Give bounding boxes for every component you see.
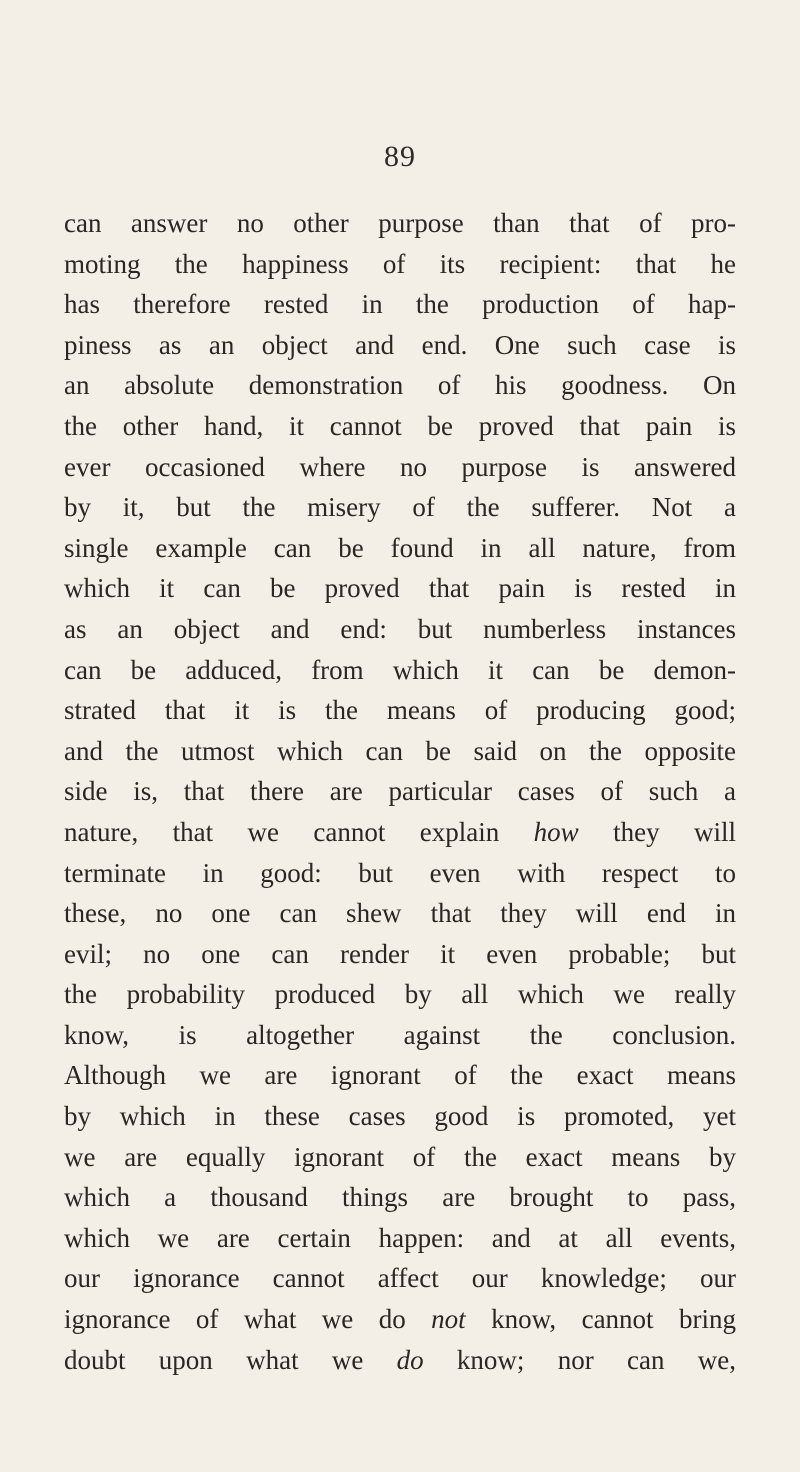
text-line (64, 1177, 736, 1218)
text-segment: moting the happiness of its recipient: that he (64, 248, 736, 279)
text-segment: ever occasioned where no purpose is answered (64, 451, 736, 482)
text-line (64, 447, 736, 488)
text-segment: by which in these cases good is promoted, yet (64, 1101, 736, 1132)
text-segment: has therefore rested in the production of hap- (64, 289, 736, 320)
text-line (64, 974, 736, 1015)
text-segment: know, cannot bring (465, 1304, 736, 1335)
text-line (64, 1218, 736, 1259)
text-line (64, 609, 736, 650)
text-segment: the other hand, it cannot be proved that pain is (64, 410, 736, 441)
text-segment: which we are certain happen: and at all events, (64, 1222, 736, 1253)
text-segment: piness as an object and end. One such case is (64, 329, 736, 360)
text-line (64, 1055, 736, 1096)
text-line (64, 1299, 736, 1340)
text-line (64, 325, 736, 366)
text-line (64, 1137, 736, 1178)
text-segment: our ignorance cannot affect our knowledge; our (64, 1263, 736, 1294)
text-segment: the probability produced by all which we really (64, 979, 736, 1010)
text-line (64, 812, 736, 853)
italic-word: do (396, 1344, 424, 1375)
text-segment: can answer no other purpose than that of pro- (64, 208, 736, 238)
text-line (64, 1015, 736, 1056)
text-line (64, 934, 736, 975)
text-line (64, 203, 736, 244)
text-line (64, 365, 736, 406)
text-segment: we are equally ignorant of the exact means by (64, 1141, 736, 1172)
text-line (64, 1258, 736, 1299)
text-segment: which a thousand things are brought to pass, (64, 1182, 736, 1213)
text-segment: know, is altogether against the conclusion. (64, 1019, 736, 1050)
body-text (64, 203, 736, 1380)
text-line (64, 731, 736, 772)
text-segment: can be adduced, from which it can be demon- (64, 654, 736, 685)
text-segment: these, no one can shew that they will end in (64, 898, 736, 929)
text-line (64, 771, 736, 812)
text-segment: know; nor can we, (423, 1344, 736, 1375)
text-line (64, 1096, 736, 1137)
text-segment: nature, that we cannot explain (64, 816, 534, 847)
text-line (64, 1340, 736, 1381)
text-line (64, 650, 736, 691)
text-segment: which it can be proved that pain is rested in (64, 573, 736, 604)
text-segment: terminate in good: but even with respect to (64, 857, 736, 888)
text-line (64, 487, 736, 528)
text-segment: as an object and end: but numberless instances (64, 613, 736, 644)
text-line (64, 284, 736, 325)
text-segment: and the utmost which can be said on the opposite (64, 735, 736, 766)
italic-word: how (533, 816, 579, 847)
text-segment: doubt upon what we (64, 1344, 397, 1375)
text-line (64, 893, 736, 934)
text-line (64, 853, 736, 894)
text-line (64, 406, 736, 447)
text-segment: evil; no one can render it even probable; but (64, 938, 736, 969)
text-line (64, 244, 736, 285)
text-segment: single example can be found in all nature, from (64, 532, 736, 563)
text-segment: by it, but the misery of the sufferer. Not a (64, 492, 736, 523)
text-line (64, 690, 736, 731)
text-segment: strated that it is the means of producing good; (64, 695, 736, 726)
text-segment: side is, that there are particular cases of such a (64, 776, 736, 807)
page-number: 89 (384, 140, 416, 173)
text-line (64, 528, 736, 569)
text-segment: ignorance of what we do (64, 1304, 432, 1335)
text-segment: they will (578, 816, 736, 847)
text-segment: an absolute demonstration of his goodness. On (64, 370, 736, 401)
text-segment: Although we are ignorant of the exact means (64, 1060, 736, 1091)
italic-word: not (431, 1304, 466, 1335)
text-line (64, 568, 736, 609)
